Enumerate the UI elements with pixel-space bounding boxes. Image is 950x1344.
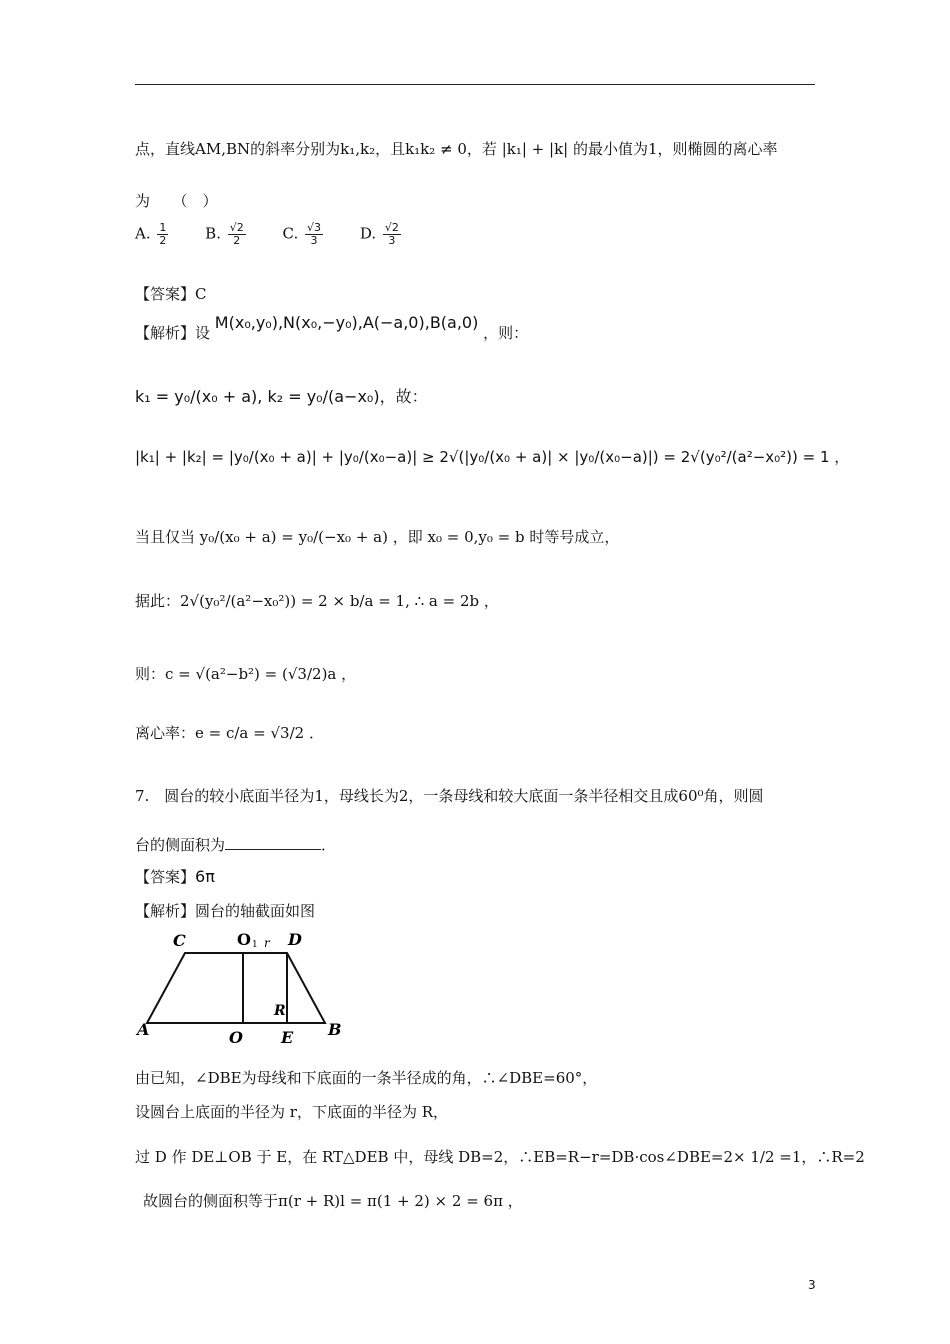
q7-analysis-intro: 【解析】圆台的轴截面如图 <box>135 902 316 920</box>
q7-stem-line2: 台的侧面积为 ． <box>135 836 337 854</box>
q6-option-a: A. $\frac{1}{2}$ <box>135 221 167 248</box>
label-r: r <box>264 936 270 950</box>
q7-stem-line1: 7. 圆台的较小底面半径为1，母线长为2，一条母线和较大底面一条半径相交且成60⁰角，则圆 <box>135 787 764 805</box>
q6-setup-formula: M(x₀,y₀),N(x₀,−y₀),A(−a,0),B(a,0) <box>214 313 479 332</box>
label-o1-subscript: 1 <box>252 940 258 950</box>
label-a: A <box>137 1020 150 1039</box>
q6-inequality-formula: |k₁| + |k₂| = |y₀/(x₀ + a)| + |y₀/(x₀−a)| ≥ 2√(|y₀/(x₀ + a)| × |y₀/(x₀−a)|) = 2√(y₀²/(a²−x₀²)) = 1 ， <box>135 448 850 466</box>
q7-answer: 【答案】6π <box>135 867 215 886</box>
q6-option-d: D. $\frac{√2}{3}$ <box>359 221 399 248</box>
q7-lateral-area: 故圆台的侧面积等于π(r + R)l = π(1 + 2) × 2 = 6π ， <box>143 1192 523 1210</box>
label-o: O <box>229 1028 243 1047</box>
trapezoid-outline <box>147 953 325 1023</box>
q6-equality-condition: 当且仅当 y₀/(x₀ + a) = y₀/(−x₀ + a) ，即 x₀ = 0,y₀ = b 时等号成立， <box>135 528 620 546</box>
q7-cross-section-calc: 过 D 作 DE⊥OB 于 E，在 RT△DEB 中，母线 DB=2，∴EB=R−r=DB·cos∠DBE=2× 1/2 =1，∴R=2 <box>135 1148 865 1166</box>
q6-c-formula: 则：c = √(a²−b²) = (√3/2)a ， <box>135 665 357 683</box>
q6-slope-formula: k₁ = y₀/(x₀ + a), k₂ = y₀/(a−x₀)，故： <box>135 387 428 406</box>
header-rule <box>135 84 815 85</box>
answer-blank <box>225 837 321 850</box>
label-b: B <box>328 1020 342 1039</box>
q6-answer: 【答案】C <box>135 285 207 303</box>
q6-option-c: C. $\frac{√3}{3}$ <box>282 221 322 248</box>
q6-options <box>135 222 433 247</box>
q6-stem-line1: 点，直线AM,BN的斜率分别为k₁,k₂，且k₁k₂ ≠ 0，若 |k₁| + |k| 的最小值为1，则椭圆的离心率 <box>135 140 778 158</box>
q6-option-b: B. $\frac{√2}{2}$ <box>205 221 244 248</box>
trapezoid-figure <box>135 925 350 1050</box>
q6-analysis-intro: 【解析】设 M(x₀,y₀),N(x₀,−y₀),A(−a,0),B(a,0) ，则： <box>135 313 529 342</box>
label-d: D <box>288 930 302 949</box>
label-o1: O <box>237 930 251 949</box>
label-c: C <box>173 931 186 950</box>
q6-eccentricity: 离心率：e = c/a = √3/2 ． <box>135 724 324 742</box>
q6-derivation: 据此：2√(y₀²/(a²−x₀²)) = 2 × b/a = 1, ∴ a = 2b ， <box>135 592 499 610</box>
page-number: 3 <box>808 1278 816 1292</box>
q7-known-condition: 由已知，∠DBE为母线和下底面的一条半径成的角，∴∠DBE=60°， <box>135 1069 598 1087</box>
label-e: E <box>281 1028 294 1047</box>
q6-stem-line2: 为 （ ） <box>135 192 218 210</box>
label-big-r: R <box>274 1003 286 1019</box>
q7-radius-setup: 设圆台上底面的半径为 r，下底面的半径为 R， <box>135 1103 449 1121</box>
